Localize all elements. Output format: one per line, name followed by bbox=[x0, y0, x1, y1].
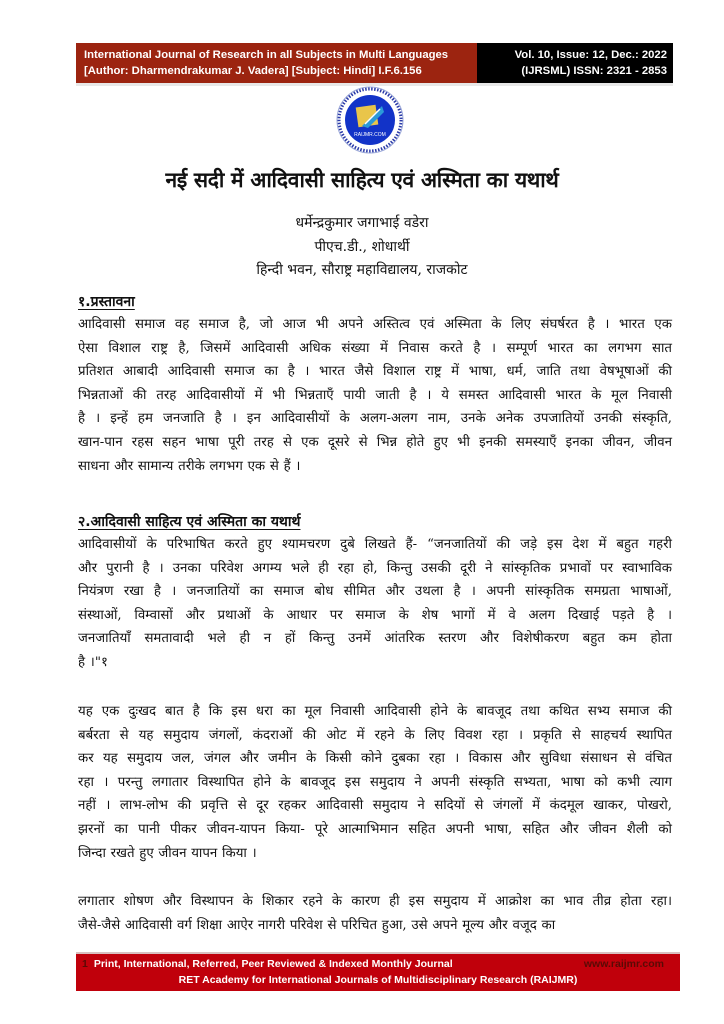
text-line: है । इन्हें हम जनजाति है । इन आदिवासीयों के अलग-अलग नाम, उनके अनेक उपजातियों उनकी संस्कृति, bbox=[78, 411, 672, 427]
footer-website-link[interactable]: www.raijmr.com bbox=[583, 958, 664, 970]
issn: (IJRSML) ISSN: 2321 - 2853 bbox=[521, 65, 667, 77]
author-subject-line: [Author: Dharmendrakumar J. Vadera] [Subject: Hindi] I.F.6.156 bbox=[84, 65, 422, 77]
paragraph-introduction bbox=[78, 313, 672, 478]
journal-header-left bbox=[76, 43, 477, 83]
text-line: बर्बरता से यह समुदाय जंगलों, कंदराओं की ओट में रहने के लिए विवश रहा । प्रकृति से साहचर्य स्थापित bbox=[78, 727, 672, 743]
text-line: संस्थाओं, विम्वासों और प्रथाओं के आधार पर समाज के शेष भागों में वे अलग दिखाई पड़ते है । bbox=[78, 607, 672, 623]
text-line: लगातार शोषण और विस्थापन के शिकार रहने के कारण ही इस समुदाय में आक्रोश का भाव तीव्र होता रहा। bbox=[78, 894, 672, 909]
text-line: साधना और सामान्य तरीके लगभग एक से हैं । bbox=[78, 458, 301, 474]
author-degree: पीएच.डी., शोधार्थी bbox=[314, 239, 410, 255]
text-line: आदिवासीयों के परिभाषित करते हुए श्यामचरण दुबे लिखते हैं- “जनजातियों की जड़े इस देश में बहुत गहरी bbox=[78, 537, 672, 552]
text-line: झरनों का पानी पीकर जीवन-यापन किया- पूरे आत्माभिमान सहित अपनी भाषा, सहित और जीवन शैली को bbox=[78, 821, 672, 837]
text-line: जैसे-जैसे आदिवासी वर्ग शिक्षा आऐर नागरी परिवेश से परिचित हुआ, उसे अपने मूल्य और वजूद का bbox=[78, 917, 556, 933]
text-line: प्रतिशत आबादी आदिवासी समाज का है । भारत जैसे विशाल राष्ट्र में भाषा, धर्म, जाति तथा वेषभूषाओं की bbox=[78, 364, 672, 380]
text-line: कर यह समुदाय जल, जंगल और जमीन के किसी कोने दुबका रहा । विकास और सुविधा संसाधन से वंचित bbox=[78, 751, 672, 767]
text-line: जिन्दा रखते हुए जीवन यापन किया । bbox=[78, 845, 257, 861]
text-line: ऐसा विशाल राष्ट्र है, जिसमें आदिवासी अधिक संख्या में निवास करते है । सम्पूर्ण भारत का लगभग सात bbox=[78, 340, 672, 356]
journal-footer bbox=[76, 954, 680, 991]
author-affiliation: हिन्दी भवन, सौराष्ट्र महाविद्यालय, राजकोट bbox=[256, 262, 468, 278]
section-heading-tribal-literature: २.आदिवासी साहित्य एवं अस्मिता का यथार्थ bbox=[78, 514, 301, 530]
section-heading-introduction: १.प्रस्तावना bbox=[78, 294, 135, 310]
text-line: खान-पान रहस सहन भाषा पूरी तरह से एक दूसरे से भिन्न होते हुए भी इनकी समस्याएँ इनका जीवन, जीवन bbox=[78, 434, 672, 450]
logo-text: RAIJMR.COM bbox=[354, 132, 386, 138]
text-line: रहा । परन्तु लगातार विस्थापित होने के बावजूद इस समुदाय ने अपनी संस्कृति सभ्यता, भाषा को कभी त्याग bbox=[78, 774, 672, 790]
footer-publisher: RET Academy for International Journals of Multidisciplinary Research (RAIJMR) bbox=[178, 974, 578, 986]
text-line: नियंत्रण रखा है । जनजातियों का समाज बोध सीमित और उथला है । अपनी सांस्कृतिक समग्रता भाषाओं, bbox=[78, 584, 672, 600]
paragraph-exploitation bbox=[78, 890, 672, 937]
paragraph-dube-quote bbox=[78, 533, 672, 675]
journal-header-right bbox=[477, 43, 673, 83]
paragraph-displacement bbox=[78, 700, 672, 865]
footer-journal-type: Print, International, Referred, Peer Reviewed & Indexed Monthly Journal bbox=[93, 958, 453, 970]
text-line: और पुरानी है । उनका परिवेश अगम्य भले ही रहा हो, किन्तु उसकी दूरी ने सांस्कृतिक प्रभावों पर स्वाभाविक bbox=[78, 560, 672, 576]
text-line: जनजातियाँ समतावादी भले ही न हों किन्तु उनमें आंतरिक स्तरण और विशेषीकरण बहुत कम होता bbox=[78, 631, 672, 647]
journal-name: International Journal of Research in all Subjects in Multi Languages bbox=[84, 49, 449, 61]
volume-issue: Vol. 10, Issue: 12, Dec.: 2022 bbox=[514, 49, 667, 61]
author-name: धर्मेन्द्रकुमार जगाभाई वडेरा bbox=[295, 215, 429, 231]
article-title: नई सदी में आदिवासी साहित्य एवं अस्मिता का यथार्थ bbox=[165, 168, 559, 192]
text-line: यह एक दुःखद बात है कि इस धरा का मूल निवासी आदिवासी होने के बावजूद तथा कथित सभ्य समाज की bbox=[78, 704, 672, 719]
raijmr-logo-icon bbox=[336, 86, 404, 154]
text-line: है ।"१ bbox=[78, 654, 108, 670]
text-line: भिन्नताओं की तरह आदिवासीयों में भी भिन्नताएँ पायी जाती है । ये समस्त आदिवासी भारत के मूल निवासी bbox=[78, 387, 672, 403]
text-line: नहीं । लाभ-लोभ की प्रवृत्ति से दूर रहकर आदिवासी समुदाय ने सदियों से जंगलों में कंदमूल खाकर, पोखरो, bbox=[78, 798, 672, 814]
page-number: 1 bbox=[82, 958, 88, 970]
text-line: आदिवासी समाज वह समाज है, जो आज भी अपने अस्तित्व एवं अस्मिता के लिए संघर्षरत है । भारत एक bbox=[78, 317, 672, 332]
